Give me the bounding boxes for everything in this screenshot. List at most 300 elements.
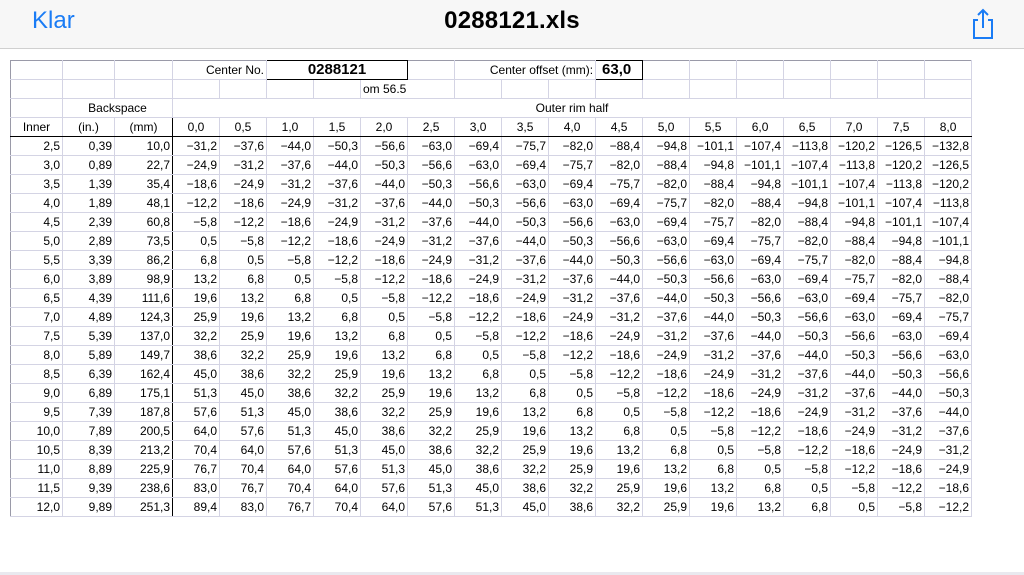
- value-cell[interactable]: −37,6: [878, 403, 925, 422]
- value-cell[interactable]: 0,5: [549, 384, 596, 403]
- value-cell[interactable]: 6,8: [314, 308, 361, 327]
- value-cell[interactable]: −75,7: [831, 270, 878, 289]
- in-cell[interactable]: 3,89: [63, 270, 115, 289]
- value-cell[interactable]: −5,8: [314, 270, 361, 289]
- value-cell[interactable]: −101,1: [831, 194, 878, 213]
- in-cell[interactable]: 1,89: [63, 194, 115, 213]
- mm-cell[interactable]: 162,4: [115, 365, 173, 384]
- value-cell[interactable]: 38,6: [173, 346, 220, 365]
- value-cell[interactable]: 19,6: [549, 441, 596, 460]
- value-cell[interactable]: −37,6: [925, 422, 972, 441]
- backspace-label[interactable]: Backspace: [63, 99, 173, 118]
- value-cell[interactable]: −37,6: [831, 384, 878, 403]
- value-cell[interactable]: 6,8: [267, 289, 314, 308]
- value-cell[interactable]: −63,0: [690, 251, 737, 270]
- value-cell[interactable]: 19,6: [643, 479, 690, 498]
- value-cell[interactable]: −18,6: [784, 422, 831, 441]
- value-cell[interactable]: −50,3: [643, 270, 690, 289]
- outer-rim-header[interactable]: 7,0: [831, 118, 878, 137]
- inner-cell[interactable]: 6,5: [11, 289, 63, 308]
- value-cell[interactable]: 19,6: [220, 308, 267, 327]
- value-cell[interactable]: −44,0: [455, 213, 502, 232]
- value-cell[interactable]: 6,8: [502, 384, 549, 403]
- value-cell[interactable]: −18,6: [314, 232, 361, 251]
- value-cell[interactable]: −126,5: [878, 137, 925, 156]
- value-cell[interactable]: −107,4: [784, 156, 831, 175]
- in-cell[interactable]: 1,39: [63, 175, 115, 194]
- value-cell[interactable]: 25,9: [173, 308, 220, 327]
- value-cell[interactable]: 13,2: [314, 327, 361, 346]
- center-offset-label[interactable]: Center offset (mm):: [455, 61, 596, 80]
- value-cell[interactable]: 13,2: [596, 441, 643, 460]
- value-cell[interactable]: −88,4: [878, 251, 925, 270]
- empty-cell[interactable]: [643, 80, 690, 99]
- value-cell[interactable]: −44,0: [596, 270, 643, 289]
- value-cell[interactable]: −5,8: [267, 251, 314, 270]
- value-cell[interactable]: −69,4: [925, 327, 972, 346]
- value-cell[interactable]: 25,9: [549, 460, 596, 479]
- value-cell[interactable]: −37,6: [784, 365, 831, 384]
- value-cell[interactable]: 70,4: [267, 479, 314, 498]
- outer-rim-label[interactable]: Outer rim half: [173, 99, 972, 118]
- inner-cell[interactable]: 9,5: [11, 403, 63, 422]
- value-cell[interactable]: 19,6: [690, 498, 737, 517]
- in-cell[interactable]: 7,39: [63, 403, 115, 422]
- value-cell[interactable]: 83,0: [220, 498, 267, 517]
- share-button[interactable]: [970, 8, 996, 40]
- value-cell[interactable]: −18,6: [173, 175, 220, 194]
- mm-cell[interactable]: 213,2: [115, 441, 173, 460]
- value-cell[interactable]: −18,6: [455, 289, 502, 308]
- value-cell[interactable]: −37,6: [502, 251, 549, 270]
- value-cell[interactable]: 13,2: [690, 479, 737, 498]
- empty-cell[interactable]: [643, 61, 690, 80]
- inner-cell[interactable]: 8,0: [11, 346, 63, 365]
- inner-cell[interactable]: 5,5: [11, 251, 63, 270]
- value-cell[interactable]: −69,4: [690, 232, 737, 251]
- value-cell[interactable]: −56,6: [361, 137, 408, 156]
- empty-cell[interactable]: [408, 61, 455, 80]
- in-cell[interactable]: 6,39: [63, 365, 115, 384]
- value-cell[interactable]: 6,8: [737, 479, 784, 498]
- value-cell[interactable]: −31,2: [502, 270, 549, 289]
- value-cell[interactable]: 13,2: [455, 384, 502, 403]
- value-cell[interactable]: −94,8: [690, 156, 737, 175]
- value-cell[interactable]: 45,0: [361, 441, 408, 460]
- value-cell[interactable]: 13,2: [502, 403, 549, 422]
- value-cell[interactable]: −5,8: [596, 384, 643, 403]
- value-cell[interactable]: 83,0: [173, 479, 220, 498]
- outer-rim-header[interactable]: 4,0: [549, 118, 596, 137]
- value-cell[interactable]: −12,2: [408, 289, 455, 308]
- value-cell[interactable]: −107,4: [737, 137, 784, 156]
- inner-cell[interactable]: 11,5: [11, 479, 63, 498]
- value-cell[interactable]: −82,0: [831, 251, 878, 270]
- value-cell[interactable]: −5,8: [408, 308, 455, 327]
- value-cell[interactable]: 19,6: [173, 289, 220, 308]
- value-cell[interactable]: −5,8: [831, 479, 878, 498]
- value-cell[interactable]: 45,0: [502, 498, 549, 517]
- empty-cell[interactable]: [455, 80, 502, 99]
- value-cell[interactable]: −18,6: [502, 308, 549, 327]
- value-cell[interactable]: −12,2: [314, 251, 361, 270]
- value-cell[interactable]: 0,5: [690, 441, 737, 460]
- value-cell[interactable]: −5,8: [455, 327, 502, 346]
- value-cell[interactable]: −18,6: [408, 270, 455, 289]
- value-cell[interactable]: −69,4: [502, 156, 549, 175]
- mm-cell[interactable]: 225,9: [115, 460, 173, 479]
- value-cell[interactable]: −12,2: [925, 498, 972, 517]
- value-cell[interactable]: −120,2: [831, 137, 878, 156]
- outer-rim-header[interactable]: 1,0: [267, 118, 314, 137]
- value-cell[interactable]: −31,2: [690, 346, 737, 365]
- value-cell[interactable]: −63,0: [737, 270, 784, 289]
- value-cell[interactable]: −44,0: [925, 403, 972, 422]
- value-cell[interactable]: 0,5: [784, 479, 831, 498]
- value-cell[interactable]: 25,9: [502, 441, 549, 460]
- value-cell[interactable]: −63,0: [408, 137, 455, 156]
- inner-cell[interactable]: 7,0: [11, 308, 63, 327]
- value-cell[interactable]: −101,1: [878, 213, 925, 232]
- value-cell[interactable]: 57,6: [361, 479, 408, 498]
- value-cell[interactable]: −88,4: [737, 194, 784, 213]
- mm-cell[interactable]: 73,5: [115, 232, 173, 251]
- mm-cell[interactable]: 98,9: [115, 270, 173, 289]
- empty-cell[interactable]: [314, 80, 361, 99]
- outer-rim-header[interactable]: 8,0: [925, 118, 972, 137]
- value-cell[interactable]: −12,2: [549, 346, 596, 365]
- value-cell[interactable]: −37,6: [455, 232, 502, 251]
- value-cell[interactable]: −75,7: [643, 194, 690, 213]
- empty-cell[interactable]: [737, 61, 784, 80]
- value-cell[interactable]: 25,9: [408, 403, 455, 422]
- value-cell[interactable]: −113,8: [878, 175, 925, 194]
- value-cell[interactable]: 19,6: [455, 403, 502, 422]
- value-cell[interactable]: −5,8: [502, 346, 549, 365]
- value-cell[interactable]: 64,0: [220, 441, 267, 460]
- value-cell[interactable]: −44,0: [502, 232, 549, 251]
- in-cell[interactable]: 3,39: [63, 251, 115, 270]
- value-cell[interactable]: −31,2: [549, 289, 596, 308]
- inner-cell[interactable]: 3,0: [11, 156, 63, 175]
- empty-cell[interactable]: [115, 61, 173, 80]
- value-cell[interactable]: 32,2: [408, 422, 455, 441]
- value-cell[interactable]: −56,6: [925, 365, 972, 384]
- value-cell[interactable]: −12,2: [596, 365, 643, 384]
- empty-cell[interactable]: [267, 80, 314, 99]
- value-cell[interactable]: 0,5: [267, 270, 314, 289]
- inner-cell[interactable]: 10,0: [11, 422, 63, 441]
- value-cell[interactable]: −50,3: [925, 384, 972, 403]
- value-cell[interactable]: −31,2: [267, 175, 314, 194]
- value-cell[interactable]: −24,9: [878, 441, 925, 460]
- in-cell[interactable]: 8,89: [63, 460, 115, 479]
- value-cell[interactable]: −75,7: [784, 251, 831, 270]
- value-cell[interactable]: −69,4: [878, 308, 925, 327]
- empty-cell[interactable]: [878, 80, 925, 99]
- value-cell[interactable]: −5,8: [220, 232, 267, 251]
- value-cell[interactable]: 32,2: [549, 479, 596, 498]
- value-cell[interactable]: −24,9: [831, 422, 878, 441]
- value-cell[interactable]: −24,9: [267, 194, 314, 213]
- outer-rim-header[interactable]: 6,5: [784, 118, 831, 137]
- value-cell[interactable]: −5,8: [173, 213, 220, 232]
- inner-cell[interactable]: 8,5: [11, 365, 63, 384]
- outer-rim-header[interactable]: 2,0: [361, 118, 408, 137]
- value-cell[interactable]: −82,0: [737, 213, 784, 232]
- inner-cell[interactable]: 10,5: [11, 441, 63, 460]
- value-cell[interactable]: 32,2: [173, 327, 220, 346]
- value-cell[interactable]: −44,0: [643, 289, 690, 308]
- mm-cell[interactable]: 10,0: [115, 137, 173, 156]
- value-cell[interactable]: 38,6: [549, 498, 596, 517]
- value-cell[interactable]: 13,2: [220, 289, 267, 308]
- value-cell[interactable]: −12,2: [737, 422, 784, 441]
- value-cell[interactable]: −37,6: [549, 270, 596, 289]
- value-cell[interactable]: −31,2: [643, 327, 690, 346]
- outer-rim-header[interactable]: 3,0: [455, 118, 502, 137]
- value-cell[interactable]: 70,4: [173, 441, 220, 460]
- value-cell[interactable]: 13,2: [643, 460, 690, 479]
- inner-cell[interactable]: 3,5: [11, 175, 63, 194]
- value-cell[interactable]: 38,6: [220, 365, 267, 384]
- value-cell[interactable]: 6,8: [690, 460, 737, 479]
- value-cell[interactable]: −50,3: [690, 289, 737, 308]
- value-cell[interactable]: 6,8: [361, 327, 408, 346]
- empty-cell[interactable]: [784, 80, 831, 99]
- value-cell[interactable]: −24,9: [925, 460, 972, 479]
- value-cell[interactable]: 6,8: [596, 422, 643, 441]
- value-cell[interactable]: −37,6: [690, 327, 737, 346]
- value-cell[interactable]: −18,6: [549, 327, 596, 346]
- value-cell[interactable]: −37,6: [408, 213, 455, 232]
- value-cell[interactable]: −56,6: [408, 156, 455, 175]
- value-cell[interactable]: −31,2: [173, 137, 220, 156]
- value-cell[interactable]: −18,6: [831, 441, 878, 460]
- in-cell[interactable]: 9,39: [63, 479, 115, 498]
- value-cell[interactable]: −12,2: [502, 327, 549, 346]
- value-cell[interactable]: −12,2: [831, 460, 878, 479]
- value-cell[interactable]: 19,6: [314, 346, 361, 365]
- in-cell[interactable]: 2,89: [63, 232, 115, 251]
- mm-cell[interactable]: 60,8: [115, 213, 173, 232]
- value-cell[interactable]: 76,7: [267, 498, 314, 517]
- value-cell[interactable]: 19,6: [596, 460, 643, 479]
- value-cell[interactable]: 45,0: [314, 422, 361, 441]
- value-cell[interactable]: 19,6: [408, 384, 455, 403]
- outer-rim-header[interactable]: 5,0: [643, 118, 690, 137]
- value-cell[interactable]: 64,0: [267, 460, 314, 479]
- value-cell[interactable]: −94,8: [737, 175, 784, 194]
- inner-cell[interactable]: 12,0: [11, 498, 63, 517]
- value-cell[interactable]: −63,0: [502, 175, 549, 194]
- value-cell[interactable]: 38,6: [502, 479, 549, 498]
- empty-cell[interactable]: [63, 80, 115, 99]
- value-cell[interactable]: −31,2: [596, 308, 643, 327]
- in-cell[interactable]: 0,39: [63, 137, 115, 156]
- value-cell[interactable]: 32,2: [314, 384, 361, 403]
- in-cell[interactable]: 9,89: [63, 498, 115, 517]
- value-cell[interactable]: 0,5: [596, 403, 643, 422]
- value-cell[interactable]: 19,6: [267, 327, 314, 346]
- value-cell[interactable]: −44,0: [690, 308, 737, 327]
- value-cell[interactable]: 25,9: [314, 365, 361, 384]
- value-cell[interactable]: 45,0: [408, 460, 455, 479]
- value-cell[interactable]: −101,1: [925, 232, 972, 251]
- value-cell[interactable]: −5,8: [737, 441, 784, 460]
- value-cell[interactable]: −56,6: [690, 270, 737, 289]
- mm-cell[interactable]: 238,6: [115, 479, 173, 498]
- value-cell[interactable]: 70,4: [220, 460, 267, 479]
- value-cell[interactable]: 0,5: [314, 289, 361, 308]
- in-cell[interactable]: 0,89: [63, 156, 115, 175]
- value-cell[interactable]: −24,9: [549, 308, 596, 327]
- value-cell[interactable]: −75,7: [596, 175, 643, 194]
- value-cell[interactable]: 13,2: [408, 365, 455, 384]
- mm-cell[interactable]: 175,1: [115, 384, 173, 403]
- value-cell[interactable]: −63,0: [643, 232, 690, 251]
- value-cell[interactable]: 25,9: [361, 384, 408, 403]
- value-cell[interactable]: −56,6: [784, 308, 831, 327]
- value-cell[interactable]: −24,9: [784, 403, 831, 422]
- value-cell[interactable]: 0,5: [361, 308, 408, 327]
- value-cell[interactable]: 51,3: [314, 441, 361, 460]
- value-cell[interactable]: 32,2: [455, 441, 502, 460]
- inner-cell[interactable]: 4,5: [11, 213, 63, 232]
- value-cell[interactable]: −37,6: [361, 194, 408, 213]
- value-cell[interactable]: −56,6: [549, 213, 596, 232]
- value-cell[interactable]: −24,9: [314, 213, 361, 232]
- value-cell[interactable]: −107,4: [925, 213, 972, 232]
- in-cell[interactable]: 4,39: [63, 289, 115, 308]
- value-cell[interactable]: 6,8: [455, 365, 502, 384]
- value-cell[interactable]: 13,2: [267, 308, 314, 327]
- value-cell[interactable]: −44,0: [314, 156, 361, 175]
- value-cell[interactable]: 32,2: [596, 498, 643, 517]
- in-cell[interactable]: 4,89: [63, 308, 115, 327]
- value-cell[interactable]: −63,0: [925, 346, 972, 365]
- value-cell[interactable]: 25,9: [220, 327, 267, 346]
- mm-cell[interactable]: 111,6: [115, 289, 173, 308]
- empty-cell[interactable]: [220, 80, 267, 99]
- mm-cell[interactable]: 35,4: [115, 175, 173, 194]
- value-cell[interactable]: −101,1: [690, 137, 737, 156]
- value-cell[interactable]: −75,7: [878, 289, 925, 308]
- in-cell[interactable]: 5,89: [63, 346, 115, 365]
- value-cell[interactable]: −75,7: [737, 232, 784, 251]
- value-cell[interactable]: −120,2: [925, 175, 972, 194]
- outer-rim-header[interactable]: 4,5: [596, 118, 643, 137]
- value-cell[interactable]: −31,2: [314, 194, 361, 213]
- mm-cell[interactable]: 200,5: [115, 422, 173, 441]
- value-cell[interactable]: 13,2: [737, 498, 784, 517]
- value-cell[interactable]: −24,9: [220, 175, 267, 194]
- value-cell[interactable]: 64,0: [173, 422, 220, 441]
- value-cell[interactable]: −24,9: [408, 251, 455, 270]
- center-no-label[interactable]: Center No.: [173, 61, 267, 80]
- value-cell[interactable]: −82,0: [925, 289, 972, 308]
- value-cell[interactable]: −12,2: [643, 384, 690, 403]
- value-cell[interactable]: 38,6: [314, 403, 361, 422]
- value-cell[interactable]: 0,5: [455, 346, 502, 365]
- mm-cell[interactable]: 22,7: [115, 156, 173, 175]
- value-cell[interactable]: −94,8: [784, 194, 831, 213]
- value-cell[interactable]: 57,6: [267, 441, 314, 460]
- value-cell[interactable]: −69,4: [643, 213, 690, 232]
- value-cell[interactable]: −44,0: [878, 384, 925, 403]
- value-cell[interactable]: 38,6: [267, 384, 314, 403]
- value-cell[interactable]: 32,2: [502, 460, 549, 479]
- value-cell[interactable]: 6,8: [784, 498, 831, 517]
- value-cell[interactable]: −31,2: [784, 384, 831, 403]
- center-offset-value[interactable]: 63,0: [596, 61, 643, 80]
- value-cell[interactable]: −18,6: [643, 365, 690, 384]
- value-cell[interactable]: −37,6: [596, 289, 643, 308]
- outer-rim-header[interactable]: 3,5: [502, 118, 549, 137]
- value-cell[interactable]: −82,0: [690, 194, 737, 213]
- value-cell[interactable]: −50,3: [831, 346, 878, 365]
- value-cell[interactable]: −56,6: [502, 194, 549, 213]
- value-cell[interactable]: −107,4: [878, 194, 925, 213]
- value-cell[interactable]: −69,4: [549, 175, 596, 194]
- value-cell[interactable]: 64,0: [361, 498, 408, 517]
- empty-cell[interactable]: [502, 80, 549, 99]
- outer-rim-header[interactable]: 6,0: [737, 118, 784, 137]
- value-cell[interactable]: 57,6: [408, 498, 455, 517]
- empty-cell[interactable]: [925, 80, 972, 99]
- value-cell[interactable]: −31,2: [878, 422, 925, 441]
- value-cell[interactable]: −94,8: [925, 251, 972, 270]
- value-cell[interactable]: −88,4: [831, 232, 878, 251]
- value-cell[interactable]: −44,0: [831, 365, 878, 384]
- value-cell[interactable]: −132,8: [925, 137, 972, 156]
- value-cell[interactable]: 25,9: [643, 498, 690, 517]
- value-cell[interactable]: 0,5: [408, 327, 455, 346]
- value-cell[interactable]: −5,8: [361, 289, 408, 308]
- value-cell[interactable]: −24,9: [737, 384, 784, 403]
- value-cell[interactable]: −126,5: [925, 156, 972, 175]
- inner-cell[interactable]: 5,0: [11, 232, 63, 251]
- value-cell[interactable]: −69,4: [737, 251, 784, 270]
- value-cell[interactable]: −37,6: [314, 175, 361, 194]
- value-cell[interactable]: 76,7: [220, 479, 267, 498]
- value-cell[interactable]: −31,2: [831, 403, 878, 422]
- value-cell[interactable]: −94,8: [831, 213, 878, 232]
- value-cell[interactable]: 51,3: [455, 498, 502, 517]
- value-cell[interactable]: −24,9: [502, 289, 549, 308]
- empty-cell[interactable]: [831, 61, 878, 80]
- empty-cell[interactable]: [831, 80, 878, 99]
- value-cell[interactable]: −24,9: [361, 232, 408, 251]
- value-cell[interactable]: 19,6: [502, 422, 549, 441]
- value-cell[interactable]: 51,3: [361, 460, 408, 479]
- done-button[interactable]: Klar: [32, 7, 75, 34]
- value-cell[interactable]: −5,8: [643, 403, 690, 422]
- value-cell[interactable]: 25,9: [455, 422, 502, 441]
- value-cell[interactable]: −18,6: [596, 346, 643, 365]
- value-cell[interactable]: 51,3: [173, 384, 220, 403]
- value-cell[interactable]: −88,4: [596, 137, 643, 156]
- empty-cell[interactable]: [549, 80, 596, 99]
- value-cell[interactable]: −50,3: [408, 175, 455, 194]
- value-cell[interactable]: 57,6: [220, 422, 267, 441]
- value-cell[interactable]: 6,8: [408, 346, 455, 365]
- value-cell[interactable]: 0,5: [173, 232, 220, 251]
- value-cell[interactable]: −56,6: [596, 232, 643, 251]
- value-cell[interactable]: −56,6: [737, 289, 784, 308]
- outer-rim-header[interactable]: 0,0: [173, 118, 220, 137]
- value-cell[interactable]: −5,8: [690, 422, 737, 441]
